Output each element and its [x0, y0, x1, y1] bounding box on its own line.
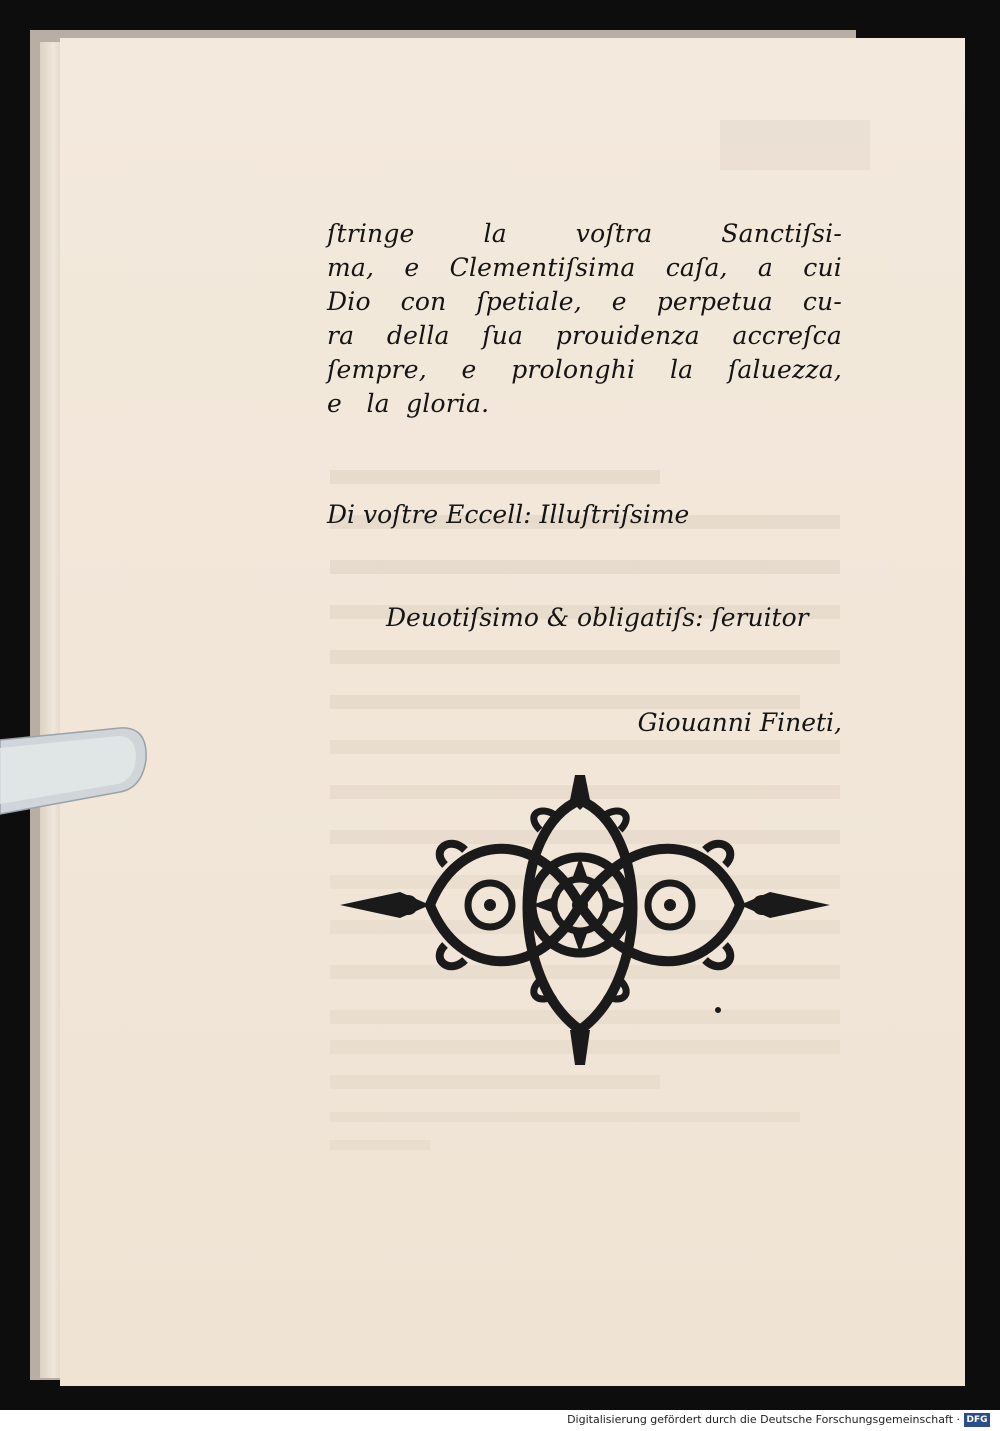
word: prolonghi: [511, 355, 636, 384]
word: e: [611, 287, 627, 316]
body-text: [327, 217, 842, 421]
word: prouidenza: [555, 321, 700, 350]
dfg-logo: DFG: [964, 1413, 990, 1427]
funding-notice: Digitalisierung gefördert durch die Deutsche Forschungsgemeinschaft ·: [567, 1413, 960, 1426]
word: ſpetiale,: [476, 287, 582, 316]
text-line: [327, 251, 842, 285]
word: ſaluezza,: [727, 355, 842, 384]
word: e: [404, 253, 420, 282]
word: ſempre,: [327, 355, 427, 384]
text-line: [327, 217, 842, 251]
signature: Giouanni Fineti,: [637, 708, 842, 737]
word: e: [327, 389, 342, 418]
text-line: [327, 353, 842, 387]
word: caſa,: [665, 253, 728, 282]
word: ma,: [327, 253, 375, 282]
word: con: [400, 287, 447, 316]
word: Sanctiſsi-: [721, 219, 842, 248]
word: e: [461, 355, 477, 384]
printers-ornament: [340, 770, 830, 1070]
word: voſtra: [575, 219, 653, 248]
word: la: [669, 355, 694, 384]
word: la: [483, 219, 507, 248]
word: la: [366, 389, 390, 418]
word: Dio: [327, 287, 371, 316]
word: cu-: [802, 287, 842, 316]
footer-bar: [0, 1410, 1000, 1431]
text-line: [327, 387, 842, 421]
word: ra: [327, 321, 355, 350]
signoff-line: Deuotiſsimo & obligatiſs: ſeruitor: [386, 603, 809, 632]
word: ſua: [482, 321, 524, 350]
word: Clementiſsima: [449, 253, 636, 282]
text-line: [327, 285, 842, 319]
word: accreſca: [732, 321, 842, 350]
text-line: [327, 319, 842, 353]
word: gloria.: [406, 389, 490, 418]
closing-line: Di voſtre Eccell: Illuſtriſsime: [327, 500, 690, 529]
word: della: [386, 321, 450, 350]
word: perpetua: [656, 287, 773, 316]
page-edge: [40, 42, 62, 1378]
word: ſtringe: [327, 219, 415, 248]
clip-tab: [0, 718, 150, 828]
word: cui: [803, 253, 842, 282]
word: a: [757, 253, 774, 282]
